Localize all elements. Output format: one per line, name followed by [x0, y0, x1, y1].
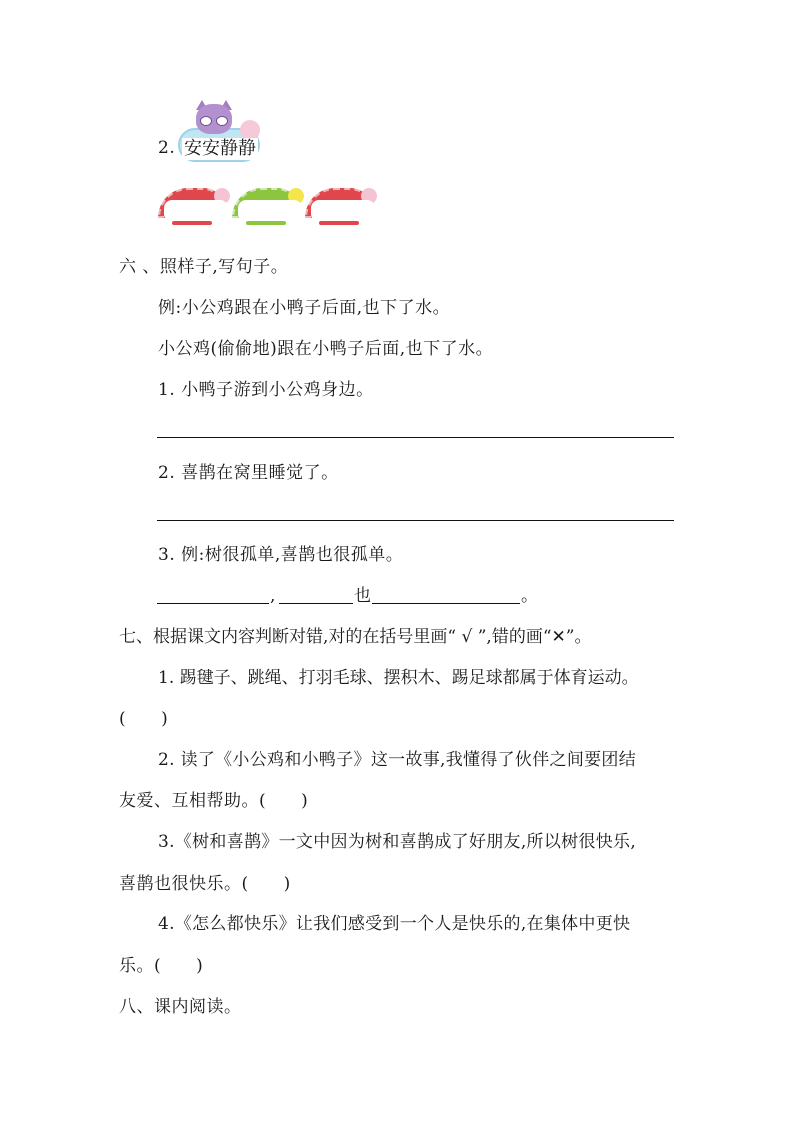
fill-ye: 也	[354, 586, 372, 606]
fill-blank-1[interactable]	[157, 603, 269, 604]
judge-item-4: 4.《怎么都快乐》让我们感受到一个人是快乐的,在集体中更快	[158, 914, 631, 934]
section-seven-heading: 七、根据课文内容判断对错,对的在括号里画“ √ ”,错的画“✕”。	[119, 627, 592, 647]
question-6-3: 3. 例:树很孤单,喜鹊也很孤单。	[158, 545, 404, 565]
item-number: 2.	[158, 138, 176, 158]
cat-eye-icon	[200, 116, 212, 126]
example-answer: 小公鸡(偷偷地)跟在小鸭子后面,也下了水。	[158, 339, 494, 359]
judge-item-4-line2[interactable]: 乐。( )	[119, 956, 204, 976]
answer-leaf-box-3[interactable]	[305, 188, 377, 228]
fill-period: 。	[521, 586, 539, 606]
judge-item-1: 1. 踢毽子、跳绳、打羽毛球、摆积木、踢足球都属于体育运动。	[158, 668, 639, 688]
leaf-base	[319, 221, 359, 225]
question-6-1: 1. 小鸭子游到小公鸡身边。	[158, 380, 374, 400]
fill-comma: ,	[270, 586, 276, 606]
judge-item-3-line2[interactable]: 喜鹊也很快乐。( )	[119, 874, 291, 894]
leaf-base	[172, 221, 212, 225]
example-sentence: 例:小公鸡跟在小鸭子后面,也下了水。	[158, 298, 451, 318]
cat-picture	[178, 100, 258, 164]
blank-area	[311, 200, 375, 222]
judge-item-1-bracket[interactable]: ( )	[119, 709, 169, 729]
judge-item-2: 2. 读了《小公鸡和小鸭子》这一故事,我懂得了伙伴之间要团结	[158, 750, 637, 770]
answer-line-6-2[interactable]	[157, 520, 674, 521]
answer-leaf-box-2[interactable]	[232, 188, 304, 228]
section-six-heading: 六 、照样子,写句子。	[119, 257, 289, 277]
answer-line-6-1[interactable]	[157, 437, 674, 438]
answer-leaf-box-1[interactable]	[158, 188, 230, 228]
pink-ball-decoration	[240, 120, 260, 140]
judge-item-2-line2[interactable]: 友爱、互相帮助。( )	[119, 791, 309, 811]
blank-area	[164, 200, 228, 222]
cat-eye-icon	[216, 116, 228, 126]
fill-blank-2[interactable]	[279, 603, 353, 604]
blank-area	[238, 200, 302, 222]
cat-head-icon	[196, 104, 232, 134]
fill-blank-3[interactable]	[372, 603, 520, 604]
section-eight-heading: 八、课内阅读。	[119, 997, 242, 1017]
leaf-base	[246, 221, 286, 225]
judge-item-3: 3.《树和喜鹊》一文中因为树和喜鹊成了好朋友,所以树很快乐,	[158, 832, 637, 852]
picture-label: 安安静静	[184, 138, 256, 159]
question-6-2: 2. 喜鹊在窝里睡觉了。	[158, 463, 339, 483]
